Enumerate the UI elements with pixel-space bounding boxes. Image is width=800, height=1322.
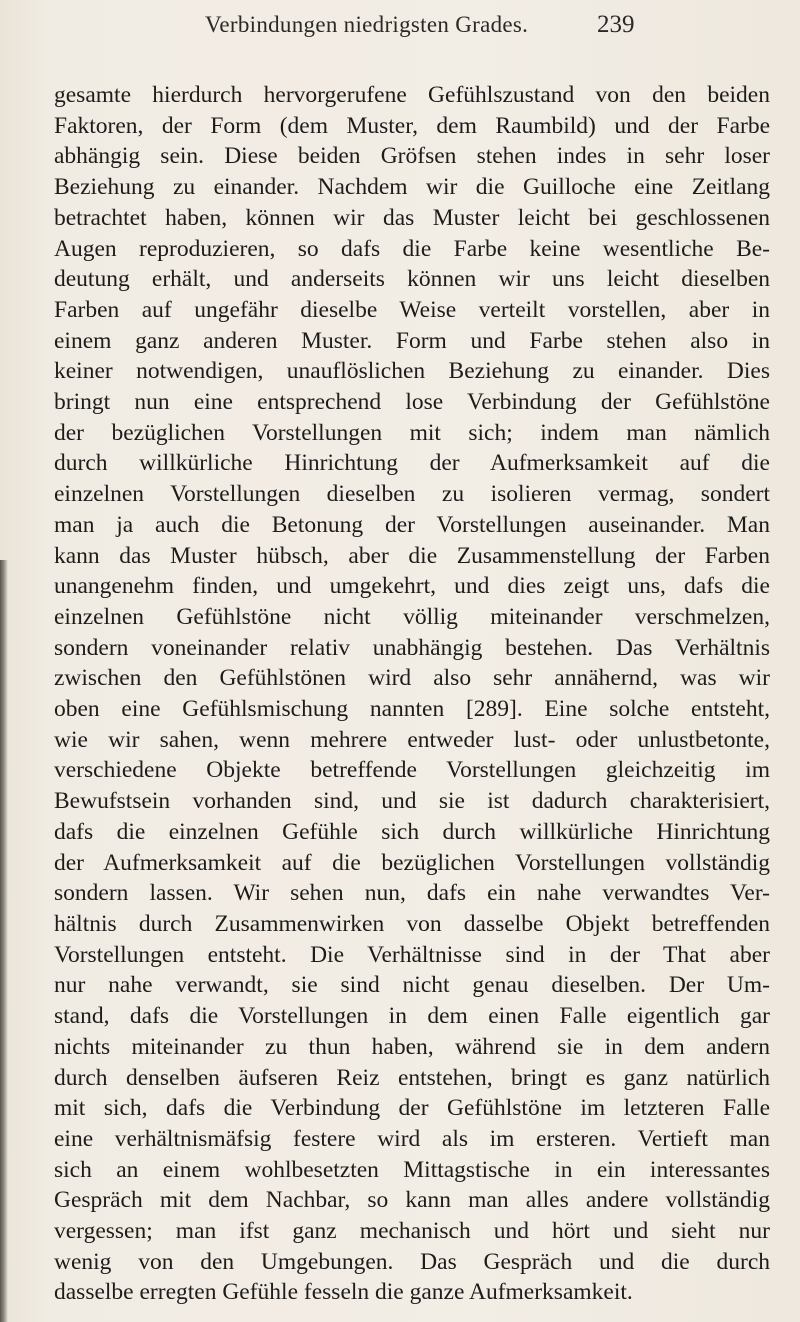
page-number: 239 [597,11,635,38]
text-line: sich an einem wohlbesetzten Mittagstische in ein interessantes [54,1156,770,1183]
text-line: deutung erhält, und anderseits können wir uns leicht dieselben [54,266,770,293]
text-line: man ja auch die Betonung der Vorstellungen auseinander. Man [54,511,770,538]
text-line: der bezüglichen Vorstellungen mit sich; indem man nämlich [54,419,770,446]
text-line: nichts miteinander zu thun haben, während sie in dem andern [54,1033,770,1060]
text-line: Bewufstsein vorhanden sind, und sie ist dadurch charakterisiert, [54,788,770,815]
text-line: nur nahe verwandt, sie sind nicht genau dieselben. Der Um- [54,972,770,999]
text-line: wenig von den Umgebungen. Das Gespräch und die durch [54,1248,770,1275]
text-line: kann das Muster hübsch, aber die Zusammenstellung der Farben [54,542,770,569]
text-line: eine verhältnismäfsig festere wird als im ersteren. Vertieft man [54,1125,770,1152]
text-line: sondern lassen. Wir sehen nun, dafs ein nahe verwandtes Ver- [54,880,770,907]
text-line: durch willkürliche Hinrichtung der Aufmerksamkeit auf die [54,450,770,477]
text-line: betrachtet haben, können wir das Muster leicht bei geschlossenen [54,204,770,231]
text-line: Faktoren, der Form (dem Muster, dem Raumbild) und der Farbe [54,112,770,139]
text-line: Gespräch mit dem Nachbar, so kann man alles andere vollständig [54,1187,770,1214]
text-line: Vorstellungen entsteht. Die Verhältnisse sind in der That aber [54,941,770,968]
text-line: mit sich, dafs die Verbindung der Gefühlstöne im letzteren Falle [54,1095,770,1122]
body-text [54,80,770,1308]
text-line: einzelnen Vorstellungen dieselben zu isolieren vermag, sondert [54,481,770,508]
text-line: einem ganz anderen Muster. Form und Farbe stehen also in [54,327,770,354]
text-line: dafs die einzelnen Gefühle sich durch willkürliche Hinrichtung [54,818,770,845]
text-line: vergessen; man ifst ganz mechanisch und hört und sieht nur [54,1218,770,1245]
text-line: hältnis durch Zusammenwirken von dasselbe Objekt betreffenden [54,910,770,937]
text-line: einzelnen Gefühlstöne nicht völlig miteinander verschmelzen, [54,603,770,630]
text-line: sondern voneinander relativ unabhängig bestehen. Das Verhältnis [54,634,770,661]
text-line: stand, dafs die Vorstellungen in dem einen Falle eigentlich gar [54,1003,770,1030]
text-line: Farben auf ungefähr dieselbe Weise verteilt vorstellen, aber in [54,296,770,323]
text-line: dasselbe erregten Gefühle fesseln die ganze Aufmerksamkeit. [54,1279,633,1306]
text-line: durch denselben äufseren Reiz entstehen, bringt es ganz natürlich [54,1064,770,1091]
running-title: Verbindungen niedrigsten Grades. [205,12,529,37]
text-line: unangenehm finden, und umgekehrt, und dies zeigt uns, dafs die [54,573,770,600]
text-line: Augen reproduzieren, so dafs die Farbe keine wesentliche Be- [54,235,770,262]
text-line: Beziehung zu einander. Nachdem wir die Guilloche eine Zeitlang [54,174,770,201]
text-line: abhängig sein. Diese beiden Gröfsen stehen indes in sehr loser [54,143,770,170]
page-gutter-shadow [0,560,8,1322]
text-line: wie wir sahen, wenn mehrere entweder lust- oder unlustbetonte, [54,726,770,753]
text-line: oben eine Gefühlsmischung nannten [289]. Eine solche entsteht, [54,696,770,723]
text-line: keiner notwendigen, unauflöslichen Beziehung zu einander. Dies [54,358,770,385]
text-line: gesamte hierdurch hervorgerufene Gefühlszustand von den beiden [54,82,770,108]
text-line: bringt nun eine entsprechend lose Verbindung der Gefühlstöne [54,389,770,416]
text-line: verschiedene Objekte betreffende Vorstellungen gleichzeitig im [54,757,770,784]
text-line: der Aufmerksamkeit auf die bezüglichen Vorstellungen vollständig [54,849,770,876]
text-line: zwischen den Gefühlstönen wird also sehr annähernd, was wir [54,665,770,692]
